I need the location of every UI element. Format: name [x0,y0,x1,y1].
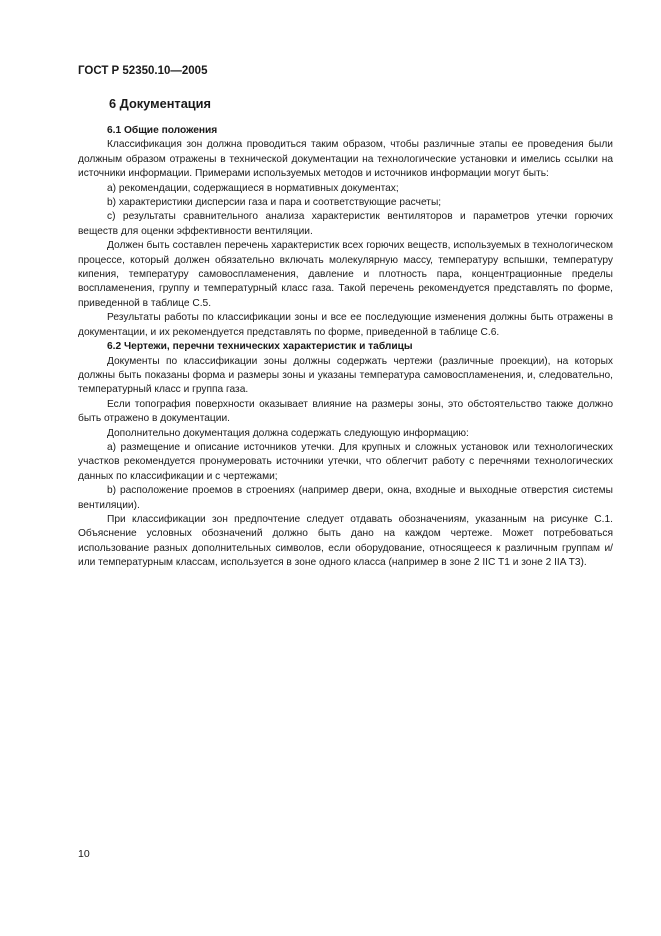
paragraph: Если топография поверхности оказывает влияние на размеры зоны, это обстоятельство также должно быть отражено в документации. [78,398,613,425]
list-item: b) характеристики дисперсии газа и пара и соответствующие расчеты; [107,197,442,209]
list-item: b) расположение проемов в строениях (например двери, окна, входные и выходные отверстия системы вентиляции). [78,485,613,511]
document-number: ГОСТ Р 52350.10—2005 [78,65,208,77]
list-item: a) рекомендации, содержащиеся в нормативных документах; [107,182,399,194]
paragraph: При классификации зон предпочтение следует отдавать обозначениям, указанным на рисунке С.1. Объяснение условных обозначений должно быть дано на каждом чертеже. Может потребоваться использование разных дополнительных символов, если оборудование, относящееся к различным группам и/или температурным классам, используется в зоне одного класса (например в зоне 2 IIC T1 и зоне 2 IIA T3). [78,513,613,569]
section-6-2-title: 6.2 Чертежи, перечни технических характеристик и таблицы [107,341,413,353]
paragraph: Классификация зон должна проводиться таким образом, чтобы различные этапы ее проведения были должным образом отражены в технической документации на технологические установки и имелись ссылки на источники информации. Примерами используемых методов и источников информации могут быть: [78,139,613,180]
paragraph: Результаты работы по классификации зоны и все ее последующие изменения должны быть отражены в документации, и их рекомендуется представлять по форме, приведенной в таблице С.6. [78,312,613,338]
paragraph: Дополнительно документация должна содержать следующую информацию: [107,427,469,439]
page-number: 10 [78,848,90,860]
page-content [78,96,613,571]
list-item: c) результаты сравнительного анализа характеристик вентиляторов и параметров утечки горючих веществ для оценки эффективности вентиляции. [78,211,613,237]
paragraph: Должен быть составлен перечень характеристик всех горючих веществ, используемых в технологическом процессе, который должен обязательно включать молекулярную массу, температуру вспышки, температуру кипения, температуру самовоспламенения, давление и плотность пара, концентрационные пределы воспламенения, группу и температурный класс газа. Такой перечень рекомендуется представлять по форме, приведенной в таблице С.5. [78,240,613,309]
paragraph: Документы по классификации зоны должны содержать чертежи (различные проекции), на которых должны быть показаны форма и размеры зоны и указаны температура самовоспламенения, и, следовательно, температурный класс и группа газа. [78,355,613,396]
section-6-1-title: 6.1 Общие положения [107,125,218,136]
list-item: a) размещение и описание источников утечки. Для крупных и сложных установок или технологических участков рекомендуется пронумеровать источники утечки, что облегчит работу с перечнями технологических данных по классификации и с чертежами; [78,441,613,482]
section-6-title: 6 Документация [109,96,212,111]
